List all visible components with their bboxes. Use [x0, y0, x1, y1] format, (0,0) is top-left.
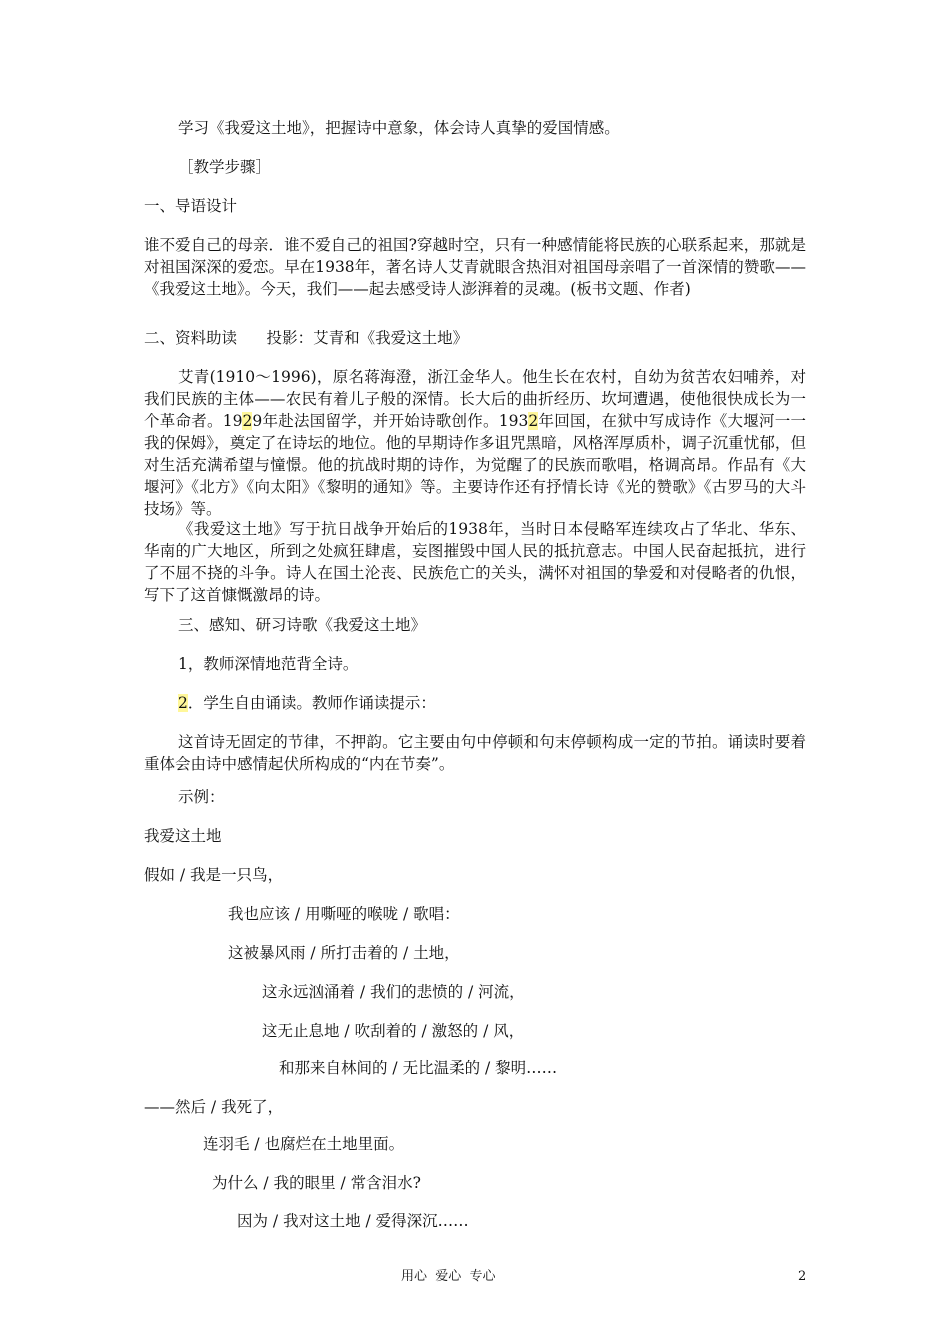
section2-heading: 二、资料助读 投影：艾青和《我爱这土地》 [144, 329, 469, 347]
poem-line: 连羽毛 / 也腐烂在土地里面。 [203, 1135, 405, 1153]
lesson-objective: 学习《我爱这土地》，把握诗中意象，体会诗人真挚的爱国情感。 [178, 119, 620, 137]
section3-heading: 三、感知、研习诗歌《我爱这土地》 [178, 616, 427, 634]
poem-line: 我也应该 / 用嘶哑的喉咙 / 歌唱： [228, 905, 460, 923]
poet-biography-paragraph [144, 366, 806, 520]
step-item-2-text: ．学生自由诵读。教师作诵读提示： [187, 694, 436, 712]
steps-heading: ［教学步骤］ [178, 158, 272, 176]
poem-line: 因为 / 我对这土地 / 爱得深沉…… [237, 1212, 469, 1230]
poem-line: 假如 / 我是一只鸟， [144, 866, 284, 884]
highlight-mark: 2 [528, 412, 539, 430]
bio-text: 年回国，在狱中写成诗作《大堰河一一我的保姆》，奠定了在诗坛的地位。他的早期诗作多诅咒黑暗，风格浑厚质朴，调子沉重忧郁，但对生活充满希望与憧憬。他的抗战时期的诗作，为觉醒了的民族而歌唱，格调高昂。作品有《大堰河》《北方》《向太阳》《黎明的通知》等。主要诗作还有抒情长诗《光的赞歌》《古罗马的大斗技场》等。 [144, 412, 806, 518]
poem-title: 我爱这土地 [144, 827, 222, 845]
reading-tip-paragraph: 这首诗无固定的节律，不押韵。它主要由句中停顿和句末停顿构成一定的节拍。诵读时要着重体会由诗中感情起伏所构成的“内在节奏”。 [144, 733, 806, 773]
step-item-2 [178, 692, 840, 714]
poem-line: 和那来自林间的 / 无比温柔的 / 黎明…… [279, 1059, 558, 1077]
bio-text: 9年赴法国留学，并开始诗歌创作。193 [252, 412, 529, 430]
step-item-1: 1，教师深情地范背全诗。 [178, 655, 359, 673]
bio-text: 艾青(1910～1996)，原名蒋海澄，浙江金华人。他生长在农村，自幼为贫苦农妇哺养，对我们民族的主体——农民有着儿子般的深情。长大后的曲折经历、坎坷遭遇，使他很快成长为一个革命者。19 [144, 368, 806, 430]
section1-intro-paragraph: 谁不爱自己的母亲．谁不爱自己的祖国?穿越时空，只有一种感情能将民族的心联系起来，那就是对祖国深深的爱恋。早在1938年，著名诗人艾青就眼含热泪对祖国母亲唱了一首深情的赞歌——《我爱这土地》。今天，我们——起去感受诗人澎湃着的灵魂。(板书文题、作者) [144, 236, 806, 298]
highlight-mark: 2 [242, 412, 253, 430]
poem-line: 这无止息地 / 吹刮着的 / 激怒的 / 风， [262, 1022, 525, 1040]
poem-line: 这被暴风雨 / 所打击着的 / 土地， [228, 944, 460, 962]
footer-motto: 用心 爱心 专心 [401, 1269, 496, 1284]
poem-background-paragraph: 《我爱这土地》写于抗日战争开始后的1938年，当时日本侵略军连续攻占了华北、华东、华南的广大地区，所到之处疯狂肆虐，妄图摧毁中国人民的抵抗意志。中国人民奋起抵抗，进行了不屈不挠的斗争。诗人在国土沦丧、民族危亡的关头，满怀对祖国的挚爱和对侵略者的仇恨，写下了这首慷慨激昂的诗。 [144, 520, 806, 604]
section1-heading: 一、导语设计 [144, 197, 238, 215]
poem-line: ——然后 / 我死了， [144, 1098, 284, 1116]
page-number: 2 [798, 1269, 807, 1284]
highlight-mark: 2 [178, 694, 188, 712]
example-label: 示例： [178, 788, 225, 806]
poem-line: 为什么 / 我的眼里 / 常含泪水? [212, 1174, 421, 1192]
poem-line: 这永远汹涌着 / 我们的悲愤的 / 河流， [262, 983, 525, 1001]
